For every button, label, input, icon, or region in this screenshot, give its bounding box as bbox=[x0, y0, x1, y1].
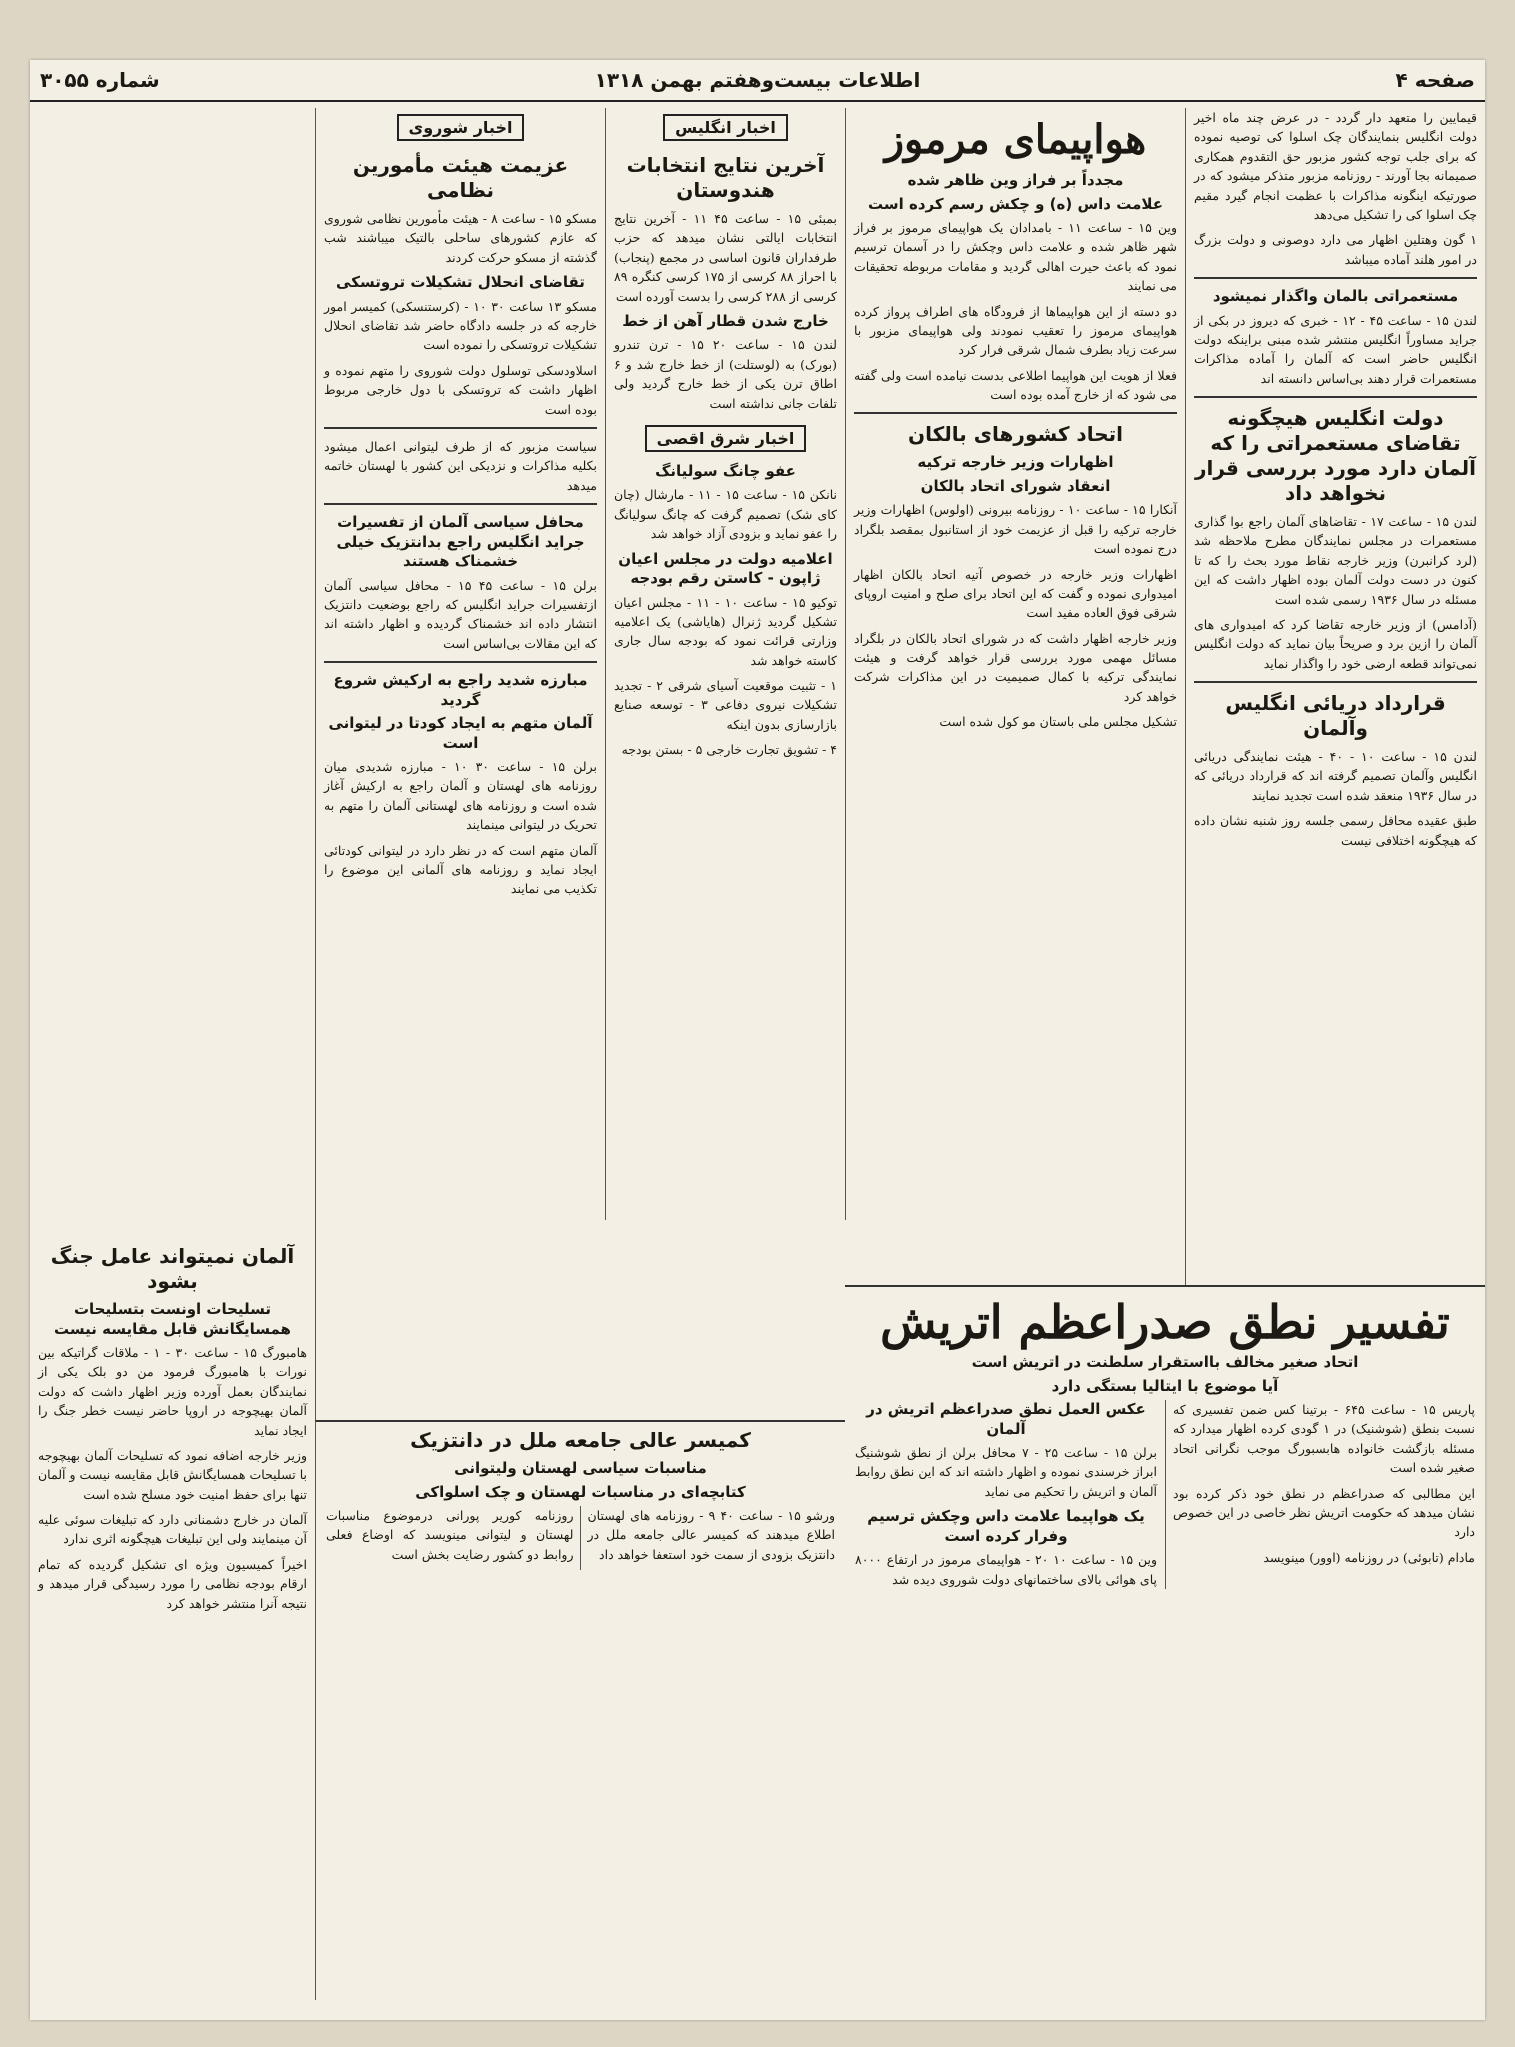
article-text: (آدامس) از وزیر خارجه تقاضا کرد که امیدواری های آلمان را ازین برد و صریحاً بیان نماید که دولت انگلیس نمی‌تواند قطعه ارضی خود را واگذار نماید bbox=[1194, 616, 1477, 671]
article-text: وزیر خارجه اظهار داشت که در شورای اتحاد بالکان در بلگراد مسائل مهمی مورد بررسی قرار خواهد گرفت و هیئت نمایندگی ترکیه با کمال صمیمیت در این مذاکرات شرکت خواهد کرد bbox=[854, 630, 1177, 704]
masthead-title: اطلاعات بیست‌وهفتم بهمن ۱۳۱۸ bbox=[594, 68, 921, 92]
article-text: پاریس ۱۵ - ساعت ۶۴۵ - برتینا کس ضمن تفسیری که نسبت بنطق (شوشنیک) در ۱ گودی کرده اظهار میدارد که مسئله بازگشت خانواده هابسبورگ موجب نگرانی اتحاد صغیر شده است bbox=[1173, 1402, 1475, 1476]
article-text: سیاست مزبور که از طرف لیتوانی اعمال میشود بکلیه مذاکرات و نزدیکی این کشور با لهستان خاتمه میدهد bbox=[324, 438, 597, 493]
headline: عکس العمل نطق صدراعظم اتریش در آلمان bbox=[866, 1400, 1146, 1438]
article-text: بمبئی ۱۵ - ساعت ۴۵ ۱۱ - آخرین نتایج انتخابات ایالتی نشان میدهد که حزب طرفداران قانون اساسی در مجمع (پنجاب) با احراز ۸۸ کرسی از ۱۷۵ کرسی کنگره ۸۹ کرسی از ۲۸۸ کرسی را بدست آورده است bbox=[614, 211, 838, 304]
divider bbox=[1194, 277, 1477, 279]
section-label: اخبار انگلیس bbox=[663, 114, 788, 141]
article-text: وین ۱۵ - ساعت ۱۰ ۲۰ - هواپیمای مرموز در ارتفاع ۸۰۰۰ پای هوائی بالای ساختمانهای دولت شوروی دیده شد bbox=[855, 1552, 1157, 1587]
article-text: لندن ۱۵ - ساعت ۱۷ - تقاضاهای آلمان راجع بوا گذاری مستعمرات در مجلس نمایندگان مطرح ملاحظه شد (لرد کرانبرن) وزیر خارجه نقاط مورد بحث را که تا کنون در دست دولت آلمان بوده اظهار داشت که این مسئله در سال ۱۹۳۶ رسمی شده است bbox=[1194, 514, 1477, 607]
column-5 bbox=[30, 108, 315, 2000]
article-text: نانکن ۱۵ - ساعت ۱۵ - ۱۱ - مارشال (چان کای شک) تصمیم گرفت که چانگ سولیانگ را عفو نماید و بزودی آزاد خواهد شد bbox=[614, 487, 837, 542]
subheadline: خارج شدن قطار آهن از خط bbox=[622, 311, 829, 330]
column-2 bbox=[845, 108, 1185, 1220]
article-text: اخیراً کمیسیون ویژه ای تشکیل گردیده که تمام ارقام بودجه نظامی را مورد رسیدگی قرار میدهد و نتیجه آنرا منتشر خواهد کرد bbox=[38, 1556, 307, 1611]
headline: کمیسر عالی جامعه ملل در دانتزیک bbox=[410, 1428, 751, 1452]
column-3 bbox=[605, 108, 845, 1220]
headline-large: هواپیمای مرموز bbox=[884, 116, 1147, 163]
divider bbox=[1194, 396, 1477, 398]
headline: اتحاد کشورهای بالکان bbox=[908, 422, 1123, 447]
article-text: ۴ - تشویق تجارت خارجی ۵ - بستن بودجه bbox=[621, 742, 837, 758]
article-text: آنکارا ۱۵ - ساعت ۱۰ - روزنامه بیرونی (اولوس) اظهارات وزیر خارجه ترکیه را قبل از عزیمت خود از استانبول بمقصد بلگراد درج نموده است bbox=[854, 502, 1177, 557]
issue-number: شماره ۳۰۵۵ bbox=[40, 68, 160, 92]
article-text: لندن ۱۵ - ساعت ۴۵ - ۱۲ - خبری که دیروز در بکی از جراید مساوراً انگلیس منتشر شده مبنی براینکه دولت انگلیس حاضر است که آلمان را آماده مذاکرات مستعمرات قرار دهند بی‌اساس دانسته اند bbox=[1194, 312, 1477, 386]
divider bbox=[324, 661, 597, 663]
headline: قرارداد دریائی انگلیس وآلمان bbox=[1225, 691, 1446, 740]
subheadline: علامت داس (ه) و چکش رسم کرده است bbox=[867, 194, 1164, 213]
article-text: مسکو ۱۵ - ساعت ۸ - هیئت مأمورین نظامی شوروی که عازم کشورهای ساحلی بالتیک میباشند شب گذشته از مسکو حرکت کردند bbox=[324, 211, 597, 265]
subheadline: مناسبات سیاسی لهستان ولیتوانی bbox=[454, 1459, 707, 1477]
subheadline: کتابچه‌ای در مناسبات لهستان و چک اسلواکی bbox=[415, 1482, 746, 1501]
headline: آلمان نمیتواند عامل جنگ بشود bbox=[50, 1244, 295, 1293]
danzig-article bbox=[315, 1420, 845, 2000]
article-text: وین ۱۵ - ساعت ۱۱ - بامدادان یک هواپیمای مرموز بر فراز شهر ظاهر شده و علامت داس وچکش را در آسمان ترسیم نمود که باعث حیرت اهالی گردید و مقامات مربوطه تحقیقات می نمایند bbox=[854, 220, 1177, 294]
divider bbox=[854, 412, 1177, 414]
headline-large: تفسیر نطق صدراعظم اتریش bbox=[880, 1295, 1450, 1349]
section-label: اخبار شرق اقصی bbox=[645, 425, 807, 452]
article-text: مسکو ۱۳ ساعت ۳۰ ۱۰ - (کرستنسکی) کمیسر امور خارجه که در جلسه دادگاه حاضر شد تقاضای انحلال تشکیلات تروتسکی را نموده است bbox=[324, 298, 597, 353]
article-text: برلن ۱۵ - ساعت ۲۵ - ۷ محافل برلن از نطق شوشنیگ ابراز خرسندی نموده و اظهار داشته اند که این نطق روابط آلمان و اتریش را تحکیم می نماید bbox=[855, 1445, 1158, 1499]
divider bbox=[324, 503, 597, 505]
subheadline: انعقاد شورای اتحاد بالکان bbox=[920, 476, 1111, 495]
article-text: برلن ۱۵ - ساعت ۴۵ ۱۵ - محافل سیاسی آلمان ازتفسیرات جراید انگلیس که راجع بوضعیت دانتزیک انتشار داده اند خشمناک گردیده و اظهار داشته اند که این مقالات بی‌اساس است bbox=[324, 577, 597, 651]
section-label: اخبار شوروی bbox=[397, 114, 525, 141]
article-text: هامبورگ ۱۵ - ساعت ۳۰ - ۱ - ملاقات گراتیکه بین نورات با هامبورگ فرمود من دو بلک یکی از نمایندگان بعمل آورده وزیر اظهار داشت که دولت آلمان بهیچوجه در اروپا حاضر نیست خطر جنگ را ایجاد نماید bbox=[38, 1345, 307, 1438]
article-text: آلمان متهم است که در نظر دارد در لیتوانی کودتائی ایجاد نماید و روزنامه های آلمانی این موضوع را تکذیب می نمایند bbox=[324, 842, 597, 897]
article-text: این مطالبی که صدراعظم در نطق خود ذکر کرده بود نشان میدهد که حکومت اتریش نظر خاصی در این خصوص دارد bbox=[1173, 1485, 1475, 1540]
article-text: اظهارات وزیر خارجه در خصوص آتیه اتحاد بالکان اظهار امیدواری نموده و گفت که این اتحاد برای صلح و امنیت اروپای شرقی فوق العاده مفید است bbox=[854, 566, 1177, 621]
article-text: تشکیل مجلس ملی باستان مو کول شده است bbox=[939, 714, 1177, 730]
headline: مستعمراتی بالمان واگذار نمیشود bbox=[1212, 287, 1459, 305]
headline: دولت انگلیس هیچگونه تقاضای مستعمراتی را که آلمان دارد مورد بررسی قرار نخواهد داد bbox=[1194, 406, 1477, 505]
divider bbox=[324, 427, 597, 429]
subheadline: تسلیحات اونست بتسلیحات همسایگانش قابل مقایسه نیست bbox=[54, 1300, 291, 1338]
subheadline: مجدداً بر فراز وین ظاهر شده bbox=[907, 171, 1124, 189]
article-text: روزنامه کوریر پورانی درموضوع مناسبات لهستان و لیتوانی مینویسد که اوضاع فعلی روابط دو کشور رضایت بخش است bbox=[326, 1508, 574, 1562]
article-text: وزیر خارجه اضافه نمود که تسلیحات آلمان بهیچوجه با تسلیحات همسایگانش قابل مقایسه نیست و آلمان تنها برای حفظ امنیت خود مسلح شده است bbox=[38, 1447, 307, 1502]
article-text: طبق عقیده محافل رسمی جلسه روز شنبه نشان داده که هیچگونه اختلافی نیست bbox=[1194, 813, 1477, 848]
headline: تقاضای انحلال تشکیلات تروتسکی bbox=[336, 273, 585, 292]
page-number: صفحه ۴ bbox=[1395, 68, 1475, 92]
austria-speech-article bbox=[845, 1285, 1485, 2000]
article-text: لندن ۱۵ - ساعت ۱۰ - ۴۰ - هیئت نمایندگی دریائی انگلیس وآلمان تصمیم گرفته اند که قرارداد دریائی که در سال ۱۹۳۶ منعقد شده است تجدید نمایند bbox=[1194, 749, 1477, 803]
headline: محافل سیاسی آلمان از تفسیرات جراید انگلیس راجع بدانتزیک خیلی خشمناک هستند bbox=[336, 513, 585, 570]
article-text: لندن ۱۵ - ساعت ۲۰ ۱۵ - ترن تندرو (بورک) به (لوستلت) از خط خارج شد و ۶ اطاق ترن یکی از خط خارج گردید ولی تلفات جانی نداشته است bbox=[614, 337, 837, 411]
article-text: اسلاودسکی توسلول دولت شوروی را متهم نموده و اظهار داشت که تروتسکی با دول خارجی مربوط بوده است bbox=[324, 362, 597, 417]
subheadline: اظهارات وزیر خارجه ترکیه bbox=[917, 453, 1114, 472]
article-text: توکیو ۱۵ - ساعت ۱۰ - ۱۱ - مجلس اعیان تشکیل گردید ژنرال (هایاشی) یک اعلامیه وزارتی قرائت نمود که بودجه سال جاری کاسته خواهد شد bbox=[614, 594, 837, 668]
headline: یک هواپیما علامت داس وچکش ترسیم وفرار کرده است bbox=[867, 1507, 1145, 1545]
headline: عفو چانگ سولیانگ bbox=[655, 461, 796, 480]
article-text: فعلا از هویت این هواپیما اطلاعی بدست نیامده است ولی گفته می شود که از خارج آمده بوده است bbox=[854, 367, 1177, 402]
article-text: مادام (تابوئی) در روزنامه (اوور) مینویسد bbox=[1263, 1549, 1475, 1565]
article-text: ۱ گون وهتلین اظهار می دارد دوصونی و دولت بزرگ در امور هلند آماده میباشد bbox=[1194, 232, 1477, 267]
divider bbox=[1194, 681, 1477, 683]
subheadline: اتحاد صغیر مخالف بااستقرار سلطنت در اتریش است bbox=[971, 1353, 1359, 1371]
subheadline: آیا موضوع با ایتالیا بستگی دارد bbox=[1051, 1376, 1279, 1395]
headline: آخرین نتایج انتخابات هندوستان bbox=[626, 153, 825, 202]
article-text: قیمایین را متعهد دار گردد - در عرض چند ماه اخیر دولت انگلیس بنمایندگان چک اسلوا کی توصیه نموده که برای جلب توجه کشور مزبور حق التقدوم همکاری صمیمانه بجا آورند - روزنامه مزبور متذکر میشود که در صورتیکه اینگونه مذاکرات با عظمت انجام گیرد مقیم چک اسلوا کی را تشکیل می‌دهد bbox=[1194, 110, 1477, 222]
article-text: دو دسته از این هواپیماها از فرودگاه های اطراف پرواز کرده هواپیمای مرموز را تعقیب نمودند ولی هواپیمای مزبور با سرعت زیاد بطرف شمال شرقی فرار کرد bbox=[854, 303, 1177, 358]
headline: مبارزه شدید راجع به ارکیش شروع گردید bbox=[333, 671, 588, 709]
article-text: آلمان در خارج دشمنانی دارد که تبلیغات سوئی علیه آن مینمایند ولی این تبلیغات هیچگونه اثری ندارد bbox=[38, 1512, 307, 1547]
subheadline: آلمان متهم به ایجاد کودتا در لیتوانی است bbox=[328, 714, 593, 752]
article-text: برلن ۱۵ - ساعت ۳۰ ۱۰ - مبارزه شدیدی میان روزنامه های لهستان و آلمان راجع به ارکیش آغاز شده است و روزنامه های لهستانی آلمان را متهم به تحریک در لیتوانی مینمایند bbox=[324, 759, 597, 833]
headline: اعلامیه دولت در مجلس اعیان ژاپون - کاستن رقم بودجه bbox=[618, 549, 833, 587]
headline: عزیمت هیئت مأمورین نظامی bbox=[352, 153, 569, 202]
article-text: ۱ - تثبیت موقعیت آسیای شرقی ۲ - تجدید تشکیلات نیروی دفاعی ۳ - توسعه صنایع بازارسازی بدون اینکه bbox=[614, 678, 837, 732]
article-text: ورشو ۱۵ - ساعت ۴۰ ۹ - روزنامه های لهستان اطلاع میدهند که کمیسر عالی جامعه ملل در دانتزیک بزودی از سمت خود استعفا خواهد داد bbox=[587, 1508, 835, 1562]
